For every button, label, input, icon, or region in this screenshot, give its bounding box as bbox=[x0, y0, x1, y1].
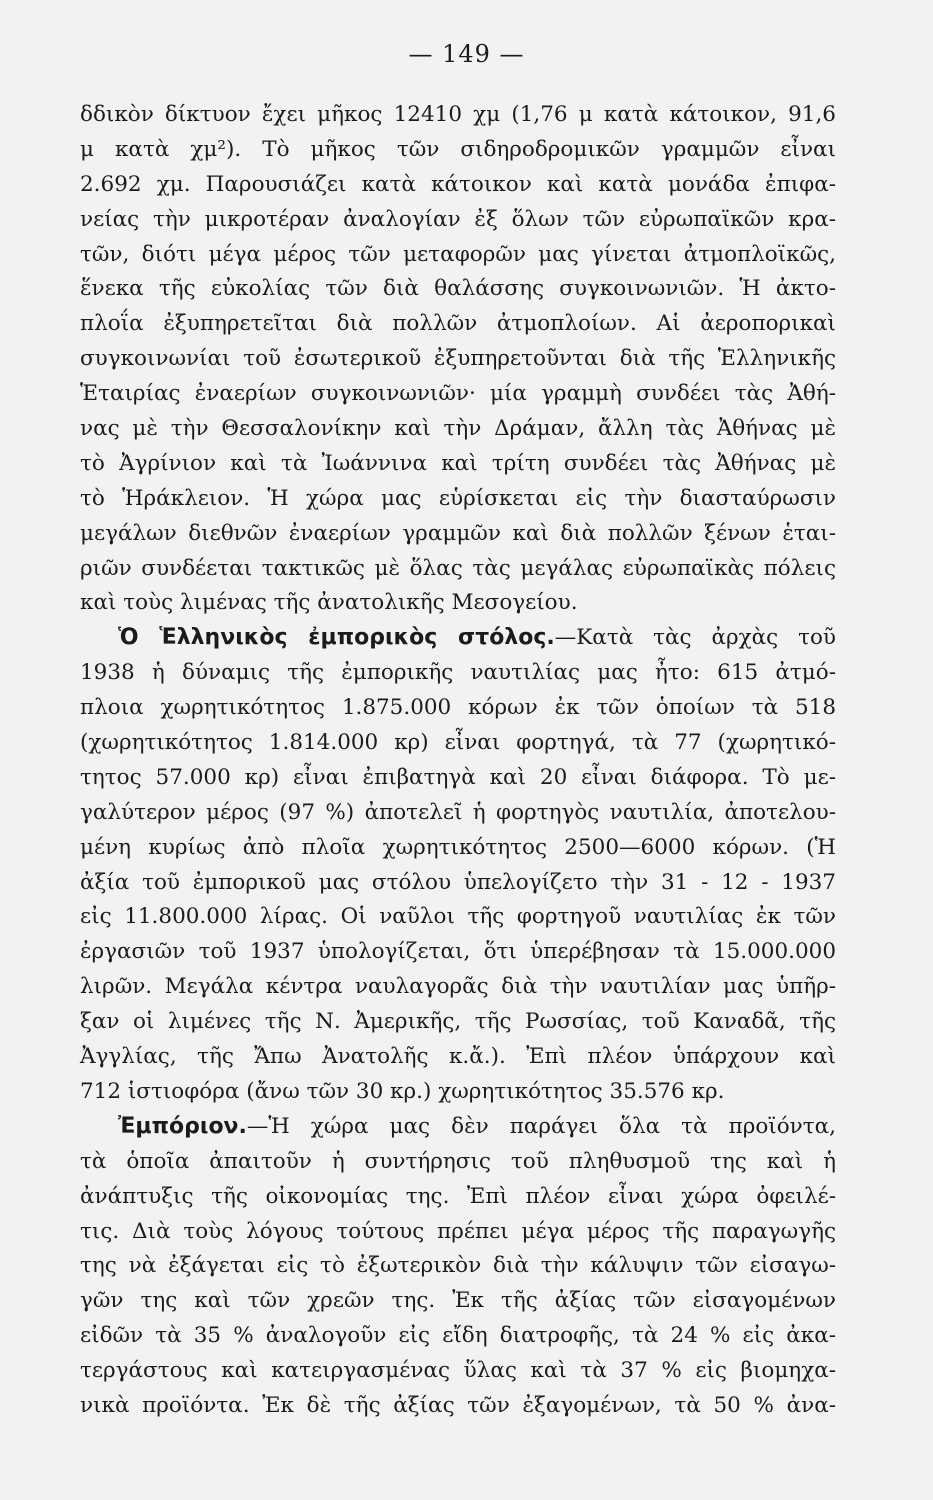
line-text: της νὰ ἐξάγεται εἰς τὸ ἐξωτερικὸν διὰ τὴν κάλυψιν τῶν εἰσαγω- bbox=[80, 1253, 836, 1279]
line-text: Ἑταιρίας ἐναερίων συγκοινωνιῶν· μία γραμμὴ συνδέει τὰς Ἀθή- bbox=[80, 381, 836, 407]
text-line bbox=[80, 866, 836, 901]
text-line bbox=[80, 307, 836, 342]
text-line bbox=[80, 1215, 836, 1250]
line-text: —Ἡ χώρα μας δὲν παράγει ὅλα τὰ προϊόντα, bbox=[246, 1113, 836, 1139]
text-line bbox=[80, 1180, 836, 1215]
line-text: ἕνεκα τῆς εὐκολίας τῶν διὰ θαλάσσης συγκοινωνιῶν. Ἡ ἀκτο- bbox=[80, 276, 836, 302]
line-text: πλοΐα ἐξυπηρετεῖται διὰ πολλῶν ἀτμοπλοίων. Αἱ ἀεροπορικαὶ bbox=[80, 311, 836, 337]
text-line bbox=[80, 98, 836, 133]
text-line bbox=[80, 552, 836, 587]
page-number: — 149 — bbox=[408, 40, 525, 68]
line-text: τητος 57.000 κρ) εἶναι ἐπιβατηγὰ καὶ 20 εἶναι διάφορα. Τὸ με- bbox=[80, 764, 836, 790]
text-line bbox=[80, 761, 836, 796]
text-line bbox=[80, 1354, 836, 1389]
section-heading: Ὁ Ἑλληνικὸς ἐμπορικὸς στόλος. bbox=[118, 625, 555, 651]
line-text: γῶν της καὶ τῶν χρεῶν της. Ἐκ τῆς ἀξίας τῶν εἰσαγομένων bbox=[80, 1288, 836, 1314]
line-text: πλοια χωρητικότητος 1.875.000 κόρων ἐκ τῶν ὁποίων τὰ 518 bbox=[80, 695, 836, 721]
line-text: ἐργασιῶν τοῦ 1937 ὑπολογίζεται, ὅτι ὑπερέβησαν τὰ 15.000.000 bbox=[80, 939, 836, 965]
text-line bbox=[80, 1040, 836, 1075]
text-line bbox=[80, 935, 836, 970]
text-line bbox=[80, 970, 836, 1005]
line-text: νείας τὴν μικροτέραν ἀναλογίαν ἐξ ὅλων τῶν εὐρωπαϊκῶν κρα- bbox=[80, 206, 836, 232]
text-line bbox=[80, 796, 836, 831]
line-text: λιρῶν. Μεγάλα κέντρα ναυλαγορᾶς διὰ τὴν ναυτιλίαν μας ὑπῆρ- bbox=[80, 974, 836, 1000]
text-line bbox=[80, 133, 836, 168]
text-line bbox=[80, 1075, 836, 1110]
line-text: γαλύτερον μέρος (97 %) ἀποτελεῖ ἡ φορτηγὸς ναυτιλία, ἀποτελου- bbox=[80, 799, 836, 825]
line-text: τὸ Ἀγρίνιον καὶ τὰ Ἰωάννινα καὶ τρίτη συνδέει τὰς Ἀθήνας μὲ bbox=[80, 450, 836, 476]
line-text: εἰς 11.800.000 λίρας. Οἱ ναῦλοι τῆς φορτηγοῦ ναυτιλίας ἐκ τῶν bbox=[80, 904, 836, 930]
body-text bbox=[80, 98, 836, 1424]
line-text: μεγάλων διεθνῶν ἐναερίων γραμμῶν καὶ διὰ πολλῶν ξένων ἑται- bbox=[80, 520, 836, 546]
line-text: νικὰ προϊόντα. Ἐκ δὲ τῆς ἀξίας τῶν ἐξαγομένων, τὰ 50 % ἀνα- bbox=[80, 1392, 836, 1418]
line-text: Ἀγγλίας, τῆς Ἄπω Ἀνατολῆς κ.ἄ.). Ἐπὶ πλέον ὑπάρχουν καὶ bbox=[80, 1044, 836, 1070]
line-text: τεργάστους καὶ κατειργασμένας ὕλας καὶ τὰ 37 % εἰς βιομηχα- bbox=[80, 1358, 836, 1384]
line-text: ξαν οἱ λιμένες τῆς Ν. Ἀμερικῆς, τῆς Ρωσσίας, τοῦ Καναδᾶ, τῆς bbox=[80, 1009, 836, 1035]
line-text: 712 ἱστιοφόρα (ἄνω τῶν 30 κρ.) χωρητικότητος 35.576 κρ. bbox=[80, 1078, 725, 1104]
text-line bbox=[80, 447, 836, 482]
text-line bbox=[80, 203, 836, 238]
text-line bbox=[80, 586, 836, 621]
line-text: ριῶν συνδέεται τακτικῶς μὲ ὅλας τὰς μεγάλας εὐρωπαϊκὰς πόλεις bbox=[80, 555, 836, 581]
line-text: τὸ Ἡράκλειον. Ἡ χώρα μας εὑρίσκεται εἰς τὴν διασταύρωσιν bbox=[80, 485, 836, 511]
text-line bbox=[80, 1005, 836, 1040]
line-text: μ κατὰ χμ²). Τὸ μῆκος τῶν σιδηροδρομικῶν γραμμῶν εἶναι bbox=[80, 136, 836, 162]
text-line bbox=[80, 1389, 836, 1424]
text-line bbox=[80, 412, 836, 447]
text-line bbox=[80, 272, 836, 307]
text-line bbox=[80, 1319, 836, 1354]
text-line bbox=[80, 1249, 836, 1284]
line-text: τῶν, διότι μέγα μέρος τῶν μεταφορῶν μας γίνεται ἀτμοπλοϊκῶς, bbox=[80, 241, 836, 267]
section-heading: Ἐμπόριον. bbox=[118, 1113, 247, 1139]
line-text: 1938 ἡ δύναμις τῆς ἐμπορικῆς ναυτιλίας μας ἦτο: 615 ἀτμό- bbox=[80, 660, 836, 686]
line-text: εἰδῶν τὰ 35 % ἀναλογοῦν εἰς εἴδη διατροφῆς, τὰ 24 % εἰς ἀκα- bbox=[80, 1323, 836, 1349]
text-line bbox=[80, 342, 836, 377]
line-text: —Κατὰ τὰς ἀρχὰς τοῦ bbox=[554, 625, 836, 651]
text-line bbox=[80, 482, 836, 517]
text-line bbox=[80, 691, 836, 726]
section-heading-line bbox=[80, 1110, 836, 1145]
text-line bbox=[80, 377, 836, 412]
line-text: νας μὲ τὴν Θεσσαλονίκην καὶ τὴν Δράμαν, ἄλλη τὰς Ἀθήνας μὲ bbox=[80, 416, 836, 442]
text-line bbox=[80, 238, 836, 273]
line-text: τὰ ὁποῖα ἀπαιτοῦν ἡ συντήρησις τοῦ πληθυσμοῦ της καὶ ἡ bbox=[80, 1148, 836, 1174]
text-line bbox=[80, 656, 836, 691]
text-line bbox=[80, 1284, 836, 1319]
section-heading-line bbox=[80, 621, 836, 656]
line-text: 2.692 χμ. Παρουσιάζει κατὰ κάτοικον καὶ κατὰ μονάδα ἐπιφα- bbox=[80, 171, 836, 197]
text-line bbox=[80, 1145, 836, 1180]
text-line bbox=[80, 726, 836, 761]
line-text: (χωρητικότητος 1.814.000 κρ) εἶναι φορτηγά, τὰ 77 (χωρητικό- bbox=[80, 730, 836, 756]
line-text: ἀξία τοῦ ἐμπορικοῦ μας στόλου ὑπελογίζετο τὴν 31 - 12 - 1937 bbox=[80, 869, 836, 895]
text-line bbox=[80, 831, 836, 866]
line-text: τις. Διὰ τοὺς λόγους τούτους πρέπει μέγα μέρος τῆς παραγωγῆς bbox=[80, 1218, 836, 1244]
text-line bbox=[80, 517, 836, 552]
text-line bbox=[80, 900, 836, 935]
line-text: καὶ τοὺς λιμένας τῆς ἀνατολικῆς Μεσογείου. bbox=[80, 590, 578, 616]
line-text: ἀνάπτυξις τῆς οἰκονομίας της. Ἐπὶ πλέον εἶναι χώρα ὀφειλέ- bbox=[80, 1183, 836, 1209]
line-text: μένη κυρίως ἀπὸ πλοῖα χωρητικότητος 2500—6000 κόρων. (Ἡ bbox=[80, 834, 836, 860]
line-text: συγκοινωνίαι τοῦ ἐσωτερικοῦ ἐξυπηρετοῦνται διὰ τῆς Ἑλληνικῆς bbox=[80, 346, 836, 372]
line-text: δδικὸν δίκτυον ἔχει μῆκος 12410 χμ (1,76 μ κατὰ κάτοικον, 91,6 bbox=[80, 102, 836, 127]
text-line bbox=[80, 168, 836, 203]
